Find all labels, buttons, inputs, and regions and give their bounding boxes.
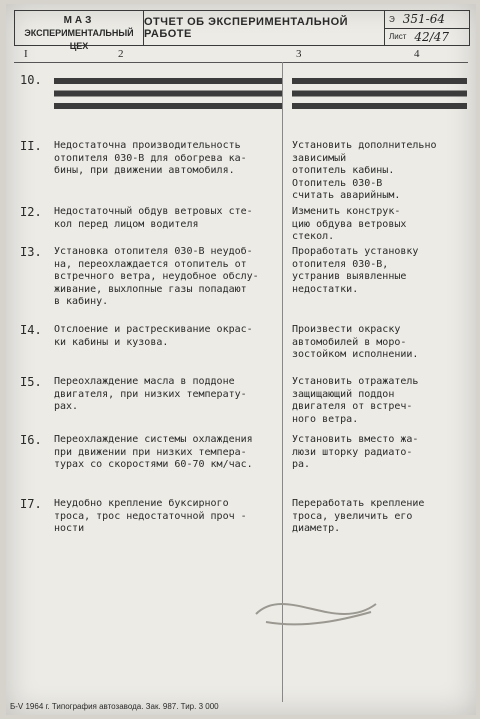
problem-text: Переохлаждение системы охлаждения при движении при низких темпера- турах со скоростями 60-70 км/час. [54,434,253,470]
fix-text: Установить дополнительно зависимый отопитель кабины. Отопитель 030-В считать аварийным. [292,140,437,201]
fix-text: Проработать установку отопителя 030-В, устранив выявленные недостатки. [292,246,419,295]
doc-ref-block [385,11,469,45]
item-number: 10. [20,73,42,87]
item-number: I4. [20,323,42,337]
item-number: I3. [20,245,42,259]
fix-text: Установить отражатель защищающий поддон двигателя от встреч- ного ветра. [292,376,419,425]
fix-text: Изменить конструк- цию обдува ветровых стекол. [292,206,407,242]
fix-text: Установить вместо жа- люзи шторку радиато- ра. [292,434,419,470]
org-name: МАЗ [63,15,95,26]
column-number-2: 2 [118,48,124,60]
item-number: II. [20,139,42,153]
sheet-value: 42/47 [414,29,449,44]
doc-number-row [385,11,469,29]
sheet-label: Лист [389,32,407,42]
column-number-3: 3 [296,48,302,60]
org-department: ЭКСПЕРИМЕНТАЛЬНЫЙ ЦЕХ [24,28,134,51]
problem-text: Переохлаждение масла в поддоне двигателя, при низких температу- рах. [54,376,247,412]
problem-text: Недостаточный обдув ветровых сте- кол перед лицом водителя [54,206,253,230]
fix-text: Произвести окраску автомобилей в моро- зостойком исполнении. [292,324,419,360]
column-numbers [14,48,468,63]
item-number: I7. [20,497,42,511]
struck-problem-text [54,74,282,112]
document-sheet [6,4,476,715]
column-number-1: I [24,48,28,60]
print-footer: Б-V 1964 г. Типография автозавода. Зак. 987. Тир. 3 000 [10,702,219,711]
item-number: I6. [20,433,42,447]
doc-number: 351-64 [402,12,445,27]
item-number: I2. [20,205,42,219]
doc-prefix: Э [389,14,395,24]
column-number-4: 4 [414,48,420,60]
report-title: ОТЧЕТ ОБ ЭКСПЕРИМЕНТАЛЬНОЙ РАБОТЕ [144,11,385,45]
problem-text: Недостаточна производительность отопителя 030-В для обогрева ка- бины, при движении автомобиля. [54,140,247,176]
problem-text: Неудобно крепление буксирного троса, трос недостаточной проч - ности [54,498,247,534]
sheet-row [385,29,469,46]
fix-text: Переработать крепление троса, увеличить его диаметр. [292,498,425,534]
problem-text: Установка отопителя 030-В неудоб- на, переохлаждается отопитель от встречного ветра, неудобное обслу- живание, выхлопные газы попадают в кабину. [54,246,259,307]
org-block [15,11,144,51]
pencil-scribble [246,574,386,634]
item-number: I5. [20,375,42,389]
problem-text: Отслоение и растрескивание окрас- ки кабины и кузова. [54,324,253,348]
report-header [14,10,470,51]
struck-fix-text [292,74,467,112]
